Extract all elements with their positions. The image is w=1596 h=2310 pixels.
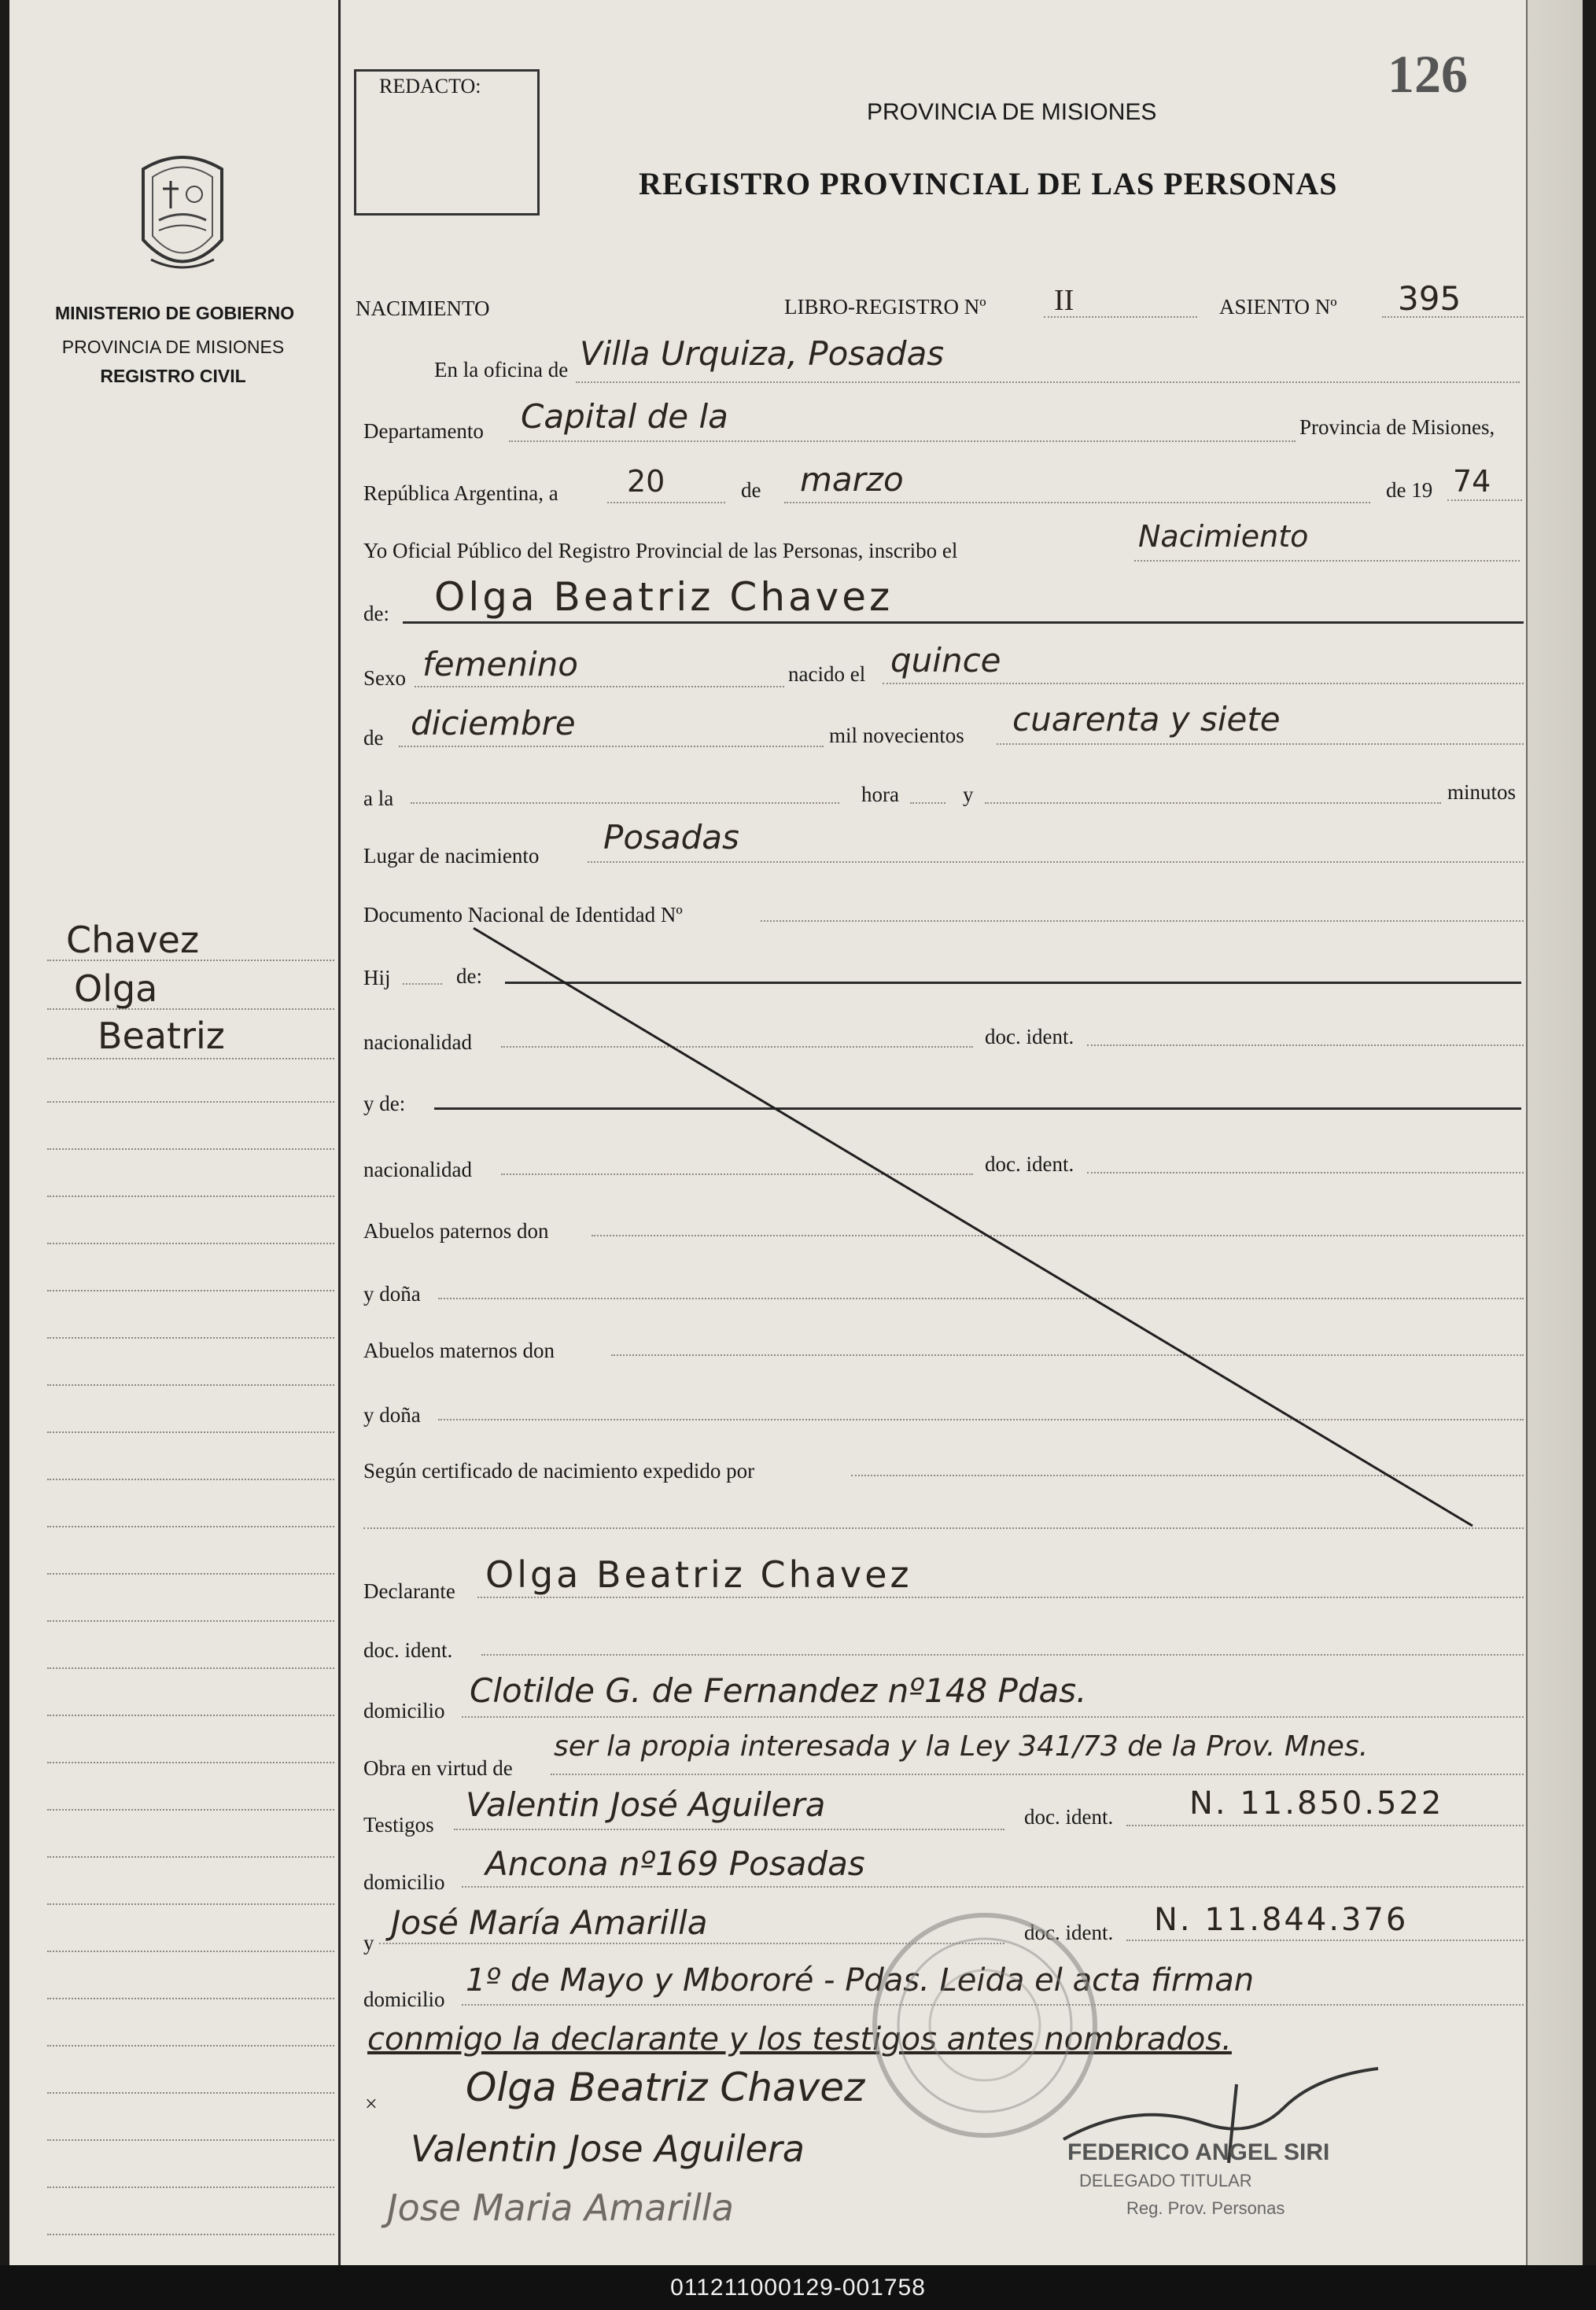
nacimiento-label: NACIMIENTO — [356, 297, 490, 320]
asiento-label: ASIENTO Nº — [1219, 295, 1337, 319]
signature-testigo1: Valentin Jose Aguilera — [411, 2128, 805, 2170]
sidebar-office: REGISTRO CIVIL — [100, 366, 246, 386]
dotted-line — [551, 1774, 1524, 1775]
dotted-line — [462, 1886, 1524, 1888]
signature-mark: × — [365, 2092, 378, 2117]
domicilio2-value: Ancona nº169 Posadas — [485, 1844, 865, 1883]
y2-label: y — [363, 1931, 374, 1954]
testigo1-value: Valentin José Aguilera — [466, 1785, 826, 1824]
register-page — [9, 0, 1583, 2265]
doc-ident-label: doc. ident. — [985, 1025, 1074, 1048]
mes-value: marzo — [800, 460, 904, 499]
signature-testigo2: Jose Maria Amarilla — [387, 2187, 734, 2229]
docident-label: doc. ident. — [363, 1638, 453, 1662]
ala-label: a la — [363, 787, 394, 810]
redacto-label: REDACTO: — [379, 75, 481, 98]
margin-name2: Beatriz — [98, 1015, 225, 1057]
inscribo-value: Nacimiento — [1138, 519, 1309, 554]
dotted-line — [454, 1829, 1004, 1830]
nacido-value: quince — [890, 641, 1001, 680]
sexo-label: Sexo — [363, 666, 406, 690]
anio-value: 74 — [1453, 464, 1491, 499]
obra-value: ser la propia interesada y la Ley 341/73 de la Prov. Mnes. — [554, 1730, 1369, 1763]
yo-label: Yo Oficial Público del Registro Provincial de las Personas, inscribo el — [363, 539, 958, 562]
margin-surname: Chavez — [66, 919, 200, 961]
hora-label: hora — [861, 783, 899, 806]
dotted-line — [477, 1597, 1524, 1598]
documento-label: Documento Nacional de Identidad Nº — [363, 903, 683, 927]
testigo2-doc-value: N. 11.844.376 — [1154, 1902, 1409, 1938]
page-title: REGISTRO PROVINCIAL DE LAS PERSONAS — [639, 166, 1338, 201]
asiento-value: 395 — [1398, 279, 1461, 318]
minutos-label: minutos — [1447, 780, 1517, 804]
domicilio-label: domicilio — [363, 1699, 445, 1722]
header-province: PROVINCIA DE MISIONES — [867, 99, 1157, 125]
dotted-line — [462, 1716, 1524, 1718]
segun-label: Según certificado de nacimiento expedido por — [363, 1459, 755, 1483]
anio-label: de 19 — [1386, 478, 1433, 502]
anio-nac-value: cuarenta y siete — [1012, 700, 1281, 739]
image-id-bar — [0, 2265, 1596, 2310]
de-label: de — [741, 478, 761, 502]
page-number: 126 — [1388, 44, 1468, 104]
testigo2-value: José María Amarilla — [391, 1903, 708, 1942]
hij-label: Hij — [363, 966, 391, 989]
closing-value: conmigo la declarante y los testigos antes nombrados. — [367, 2021, 1232, 2058]
testigo1-doc-value: N. 11.850.522 — [1189, 1785, 1444, 1822]
libro-value: II — [1054, 284, 1074, 317]
lugar-value: Posadas — [603, 818, 739, 857]
official-office: Reg. Prov. Personas — [1126, 2198, 1285, 2218]
testigos-label: Testigos — [363, 1813, 434, 1837]
dotted-line — [481, 1654, 1524, 1656]
signature-declarante: Olga Beatriz Chavez — [466, 2065, 865, 2110]
nacido-label: nacido el — [788, 662, 866, 686]
ydona-label: y doña — [363, 1282, 421, 1306]
libro-label: LIBRO-REGISTRO Nº — [784, 295, 986, 319]
mes-nac-value: diciembre — [411, 704, 576, 742]
mil-label: mil novecientos — [829, 724, 964, 747]
nacionalidad-label: nacionalidad — [363, 1030, 472, 1054]
dia-value: 20 — [627, 464, 665, 499]
domicilio2-label: domicilio — [363, 1870, 445, 1894]
sidebar-province: PROVINCIA DE MISIONES — [61, 337, 285, 357]
sidebar-ministry: MINISTERIO DE GOBIERNO — [55, 303, 295, 323]
domicilio3-label: domicilio — [363, 1988, 445, 2011]
nombre-value: Olga Beatriz Chavez — [434, 574, 894, 620]
image-id-text: 011211000129-001758 — [670, 2275, 926, 2301]
yde-label: y de: — [363, 1092, 406, 1115]
official-name: FEDERICO ANGEL SIRI — [1067, 2139, 1330, 2165]
sexo-value: femenino — [422, 645, 578, 683]
obra-label: Obra en virtud de — [363, 1756, 513, 1780]
declarante-label: Declarante — [363, 1579, 455, 1603]
departamento-value: Capital de la — [521, 397, 728, 436]
departamento-label: Departamento — [363, 419, 484, 443]
de2-label: de: — [363, 602, 389, 625]
de3-label: de — [363, 726, 384, 750]
provincia-label: Provincia de Misiones, — [1299, 415, 1495, 439]
abuelos-paternos-label: Abuelos paternos don — [363, 1219, 549, 1243]
declarante-value: Olga Beatriz Chavez — [485, 1553, 912, 1596]
official-title: DELEGADO TITULAR — [1079, 2171, 1252, 2190]
dotted-line — [1126, 1940, 1524, 1941]
dotted-line — [1126, 1825, 1524, 1826]
nacionalidad2-label: nacionalidad — [363, 1158, 472, 1181]
hij-de-label: de: — [456, 964, 482, 988]
margin-name1: Olga — [74, 967, 158, 1010]
domicilio-value: Clotilde G. de Fernandez nº148 Pdas. — [470, 1671, 1087, 1710]
y-label: y — [963, 783, 974, 806]
doc-ident2-label: doc. ident. — [985, 1152, 1074, 1176]
oficina-value: Villa Urquiza, Posadas — [580, 334, 945, 373]
testigo1-doc-label: doc. ident. — [1024, 1805, 1114, 1829]
oficina-label: En la oficina de — [434, 358, 569, 381]
ydona2-label: y doña — [363, 1403, 421, 1427]
republica-label: República Argentina, a — [363, 481, 558, 505]
lugar-label: Lugar de nacimiento — [363, 844, 540, 868]
testigo2-doc-label: doc. ident. — [1024, 1921, 1114, 1944]
abuelos-maternos-label: Abuelos maternos don — [363, 1339, 555, 1362]
domicilio3-value: 1º de Mayo y Mbororé - Pdas. Leida el acta firman — [466, 1962, 1255, 1999]
